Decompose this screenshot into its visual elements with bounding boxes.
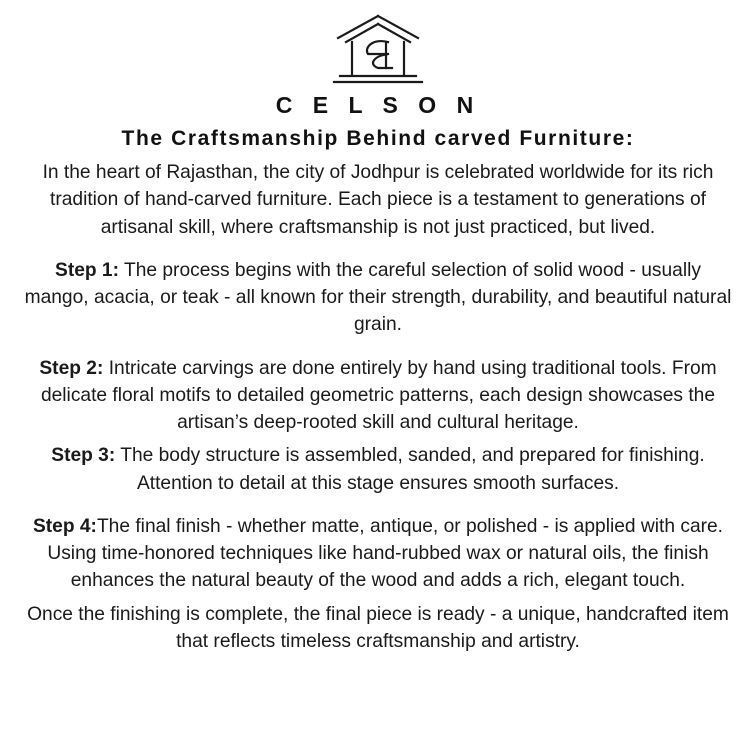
paragraph-step-1 bbox=[22, 257, 734, 339]
paragraph-closing bbox=[22, 601, 734, 656]
step-3-text: The body structure is assembled, sanded, and prepared for finishing. Attention to detail at this stage ensures smooth surfaces. bbox=[115, 445, 705, 494]
step-1-label: Step 1: bbox=[55, 259, 119, 281]
paragraph-step-2 bbox=[22, 355, 734, 437]
logo-container bbox=[18, 12, 738, 86]
paragraph-step-3 bbox=[22, 442, 734, 497]
step-2-text: Intricate carvings are done entirely by hand using traditional tools. From delicate floral motifs to detailed geometric patterns, each design showcases the artisan’s deep-rooted skill and cultural heritage. bbox=[40, 357, 717, 434]
closing-text: Once the finishing is complete, the final piece is ready - a unique, handcrafted item that reflects timeless craftsmanship and artistry. bbox=[27, 603, 729, 652]
celson-house-monogram-logo-icon bbox=[330, 12, 426, 86]
brand-name: C E L S O N bbox=[275, 92, 481, 118]
step-2-label: Step 2: bbox=[39, 357, 104, 379]
paragraph-step-4 bbox=[22, 513, 734, 595]
paragraph-intro bbox=[22, 159, 734, 241]
step-3-label: Step 3: bbox=[51, 445, 116, 467]
step-1-text: The process begins with the careful selection of solid wood - usually mango, acacia, or teak - all known for their strength, durability, and beautiful natural grain. bbox=[24, 259, 732, 336]
page-title: The Craftsmanship Behind carved Furniture: bbox=[121, 127, 635, 150]
paragraph-intro-text: In the heart of Rajasthan, the city of Jodhpur is celebrated worldwide for its rich tradition of hand-carved furniture. Each piece is a testament to generations of artisanal skill, where craftsmanship is not just practiced, but lived. bbox=[42, 162, 714, 238]
step-4-text: The final finish - whether matte, antique, or polished - is applied with care. Using time-honored techniques like hand-rubbed wax or natural oils, the finish enhances the natural beauty of the wood and adds a rich, elegant touch. bbox=[47, 515, 724, 592]
step-4-label: Step 4: bbox=[32, 515, 97, 537]
